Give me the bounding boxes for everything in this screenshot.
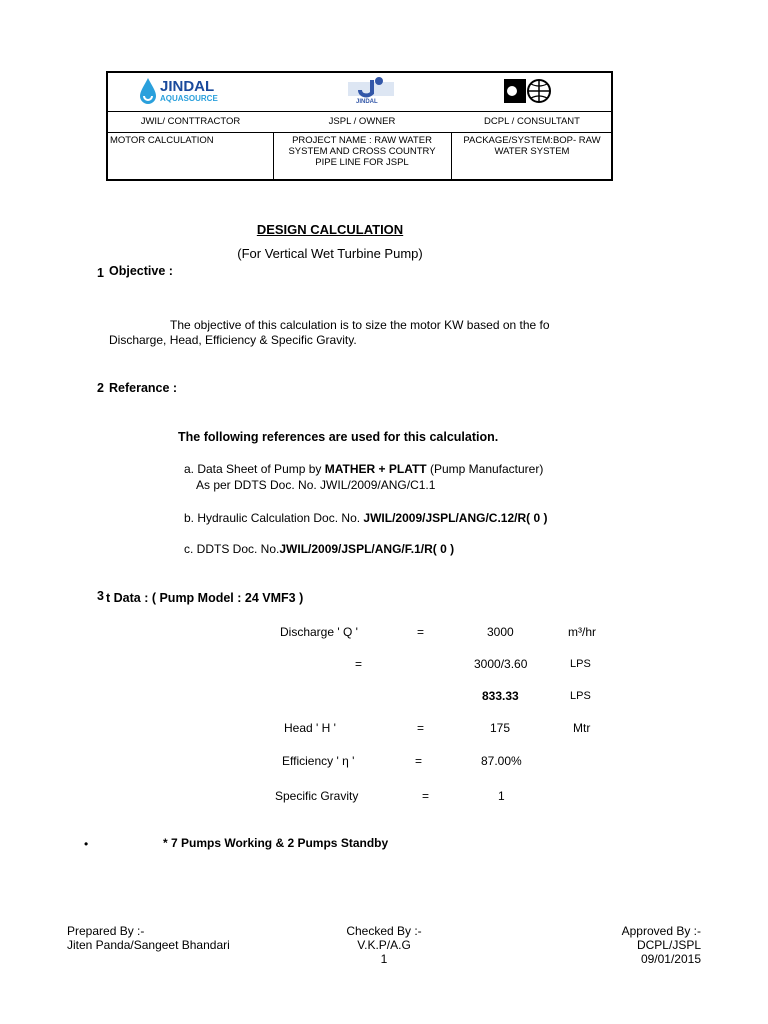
- section-2-title: Referance :: [109, 381, 178, 395]
- project-name-line2: SYSTEM AND CROSS COUNTRY: [288, 146, 436, 157]
- approved-by-block: [580, 924, 701, 966]
- efficiency-equals: =: [415, 754, 423, 768]
- discharge-label: Discharge ' Q ': [280, 625, 358, 639]
- head-label: Head ' H ': [284, 721, 336, 735]
- jindal-emblem-icon: [346, 76, 396, 100]
- specific-gravity-label: Specific Gravity: [275, 789, 359, 803]
- reference-a-line2: As per DDTS Doc. No. JWIL/2009/ANG/C1.1: [196, 478, 436, 492]
- section-1-title: Objective :: [109, 264, 173, 278]
- discharge-equals: =: [417, 625, 425, 639]
- reference-c: [184, 542, 454, 556]
- header-divider-1: [108, 111, 611, 112]
- page-number: 1: [380, 952, 388, 966]
- owner-logo-text: JINDAL: [356, 99, 378, 105]
- reference-a: [184, 462, 543, 476]
- specific-gravity-equals: =: [422, 789, 430, 803]
- discharge-lps-value: 833.33: [482, 689, 519, 703]
- consultant-label: DCPL / CONSULTANT: [484, 116, 580, 127]
- checked-by-block: [330, 924, 438, 966]
- reference-b-docno: JWIL/2009/JSPL/ANG/C.12/R( 0 ): [363, 511, 548, 525]
- header-table: [106, 71, 613, 181]
- approved-by-label: Approved By :-: [621, 924, 701, 938]
- head-equals: =: [417, 721, 425, 735]
- package-line2: WATER SYSTEM: [494, 146, 570, 157]
- approved-date: 09/01/2015: [640, 952, 701, 966]
- discharge-lps-unit: LPS: [570, 690, 591, 702]
- doc-title: DESIGN CALCULATION: [256, 222, 404, 237]
- dcpl-logo: [503, 77, 553, 105]
- package-line1: PACKAGE/SYSTEM:BOP- RAW: [463, 135, 601, 146]
- bullet-icon: •: [84, 837, 89, 851]
- motor-calculation-label: MOTOR CALCULATION: [110, 135, 214, 146]
- prepared-by-block: [67, 924, 230, 952]
- dcpl-emblem-icon: [503, 77, 553, 105]
- checked-by-name: V.K.P/A.G: [357, 938, 411, 952]
- reference-b: [184, 511, 547, 525]
- head-value: 175: [490, 721, 511, 735]
- approved-by-name: DCPL/JSPL: [636, 938, 701, 952]
- objective-line2: Discharge, Head, Efficiency & Specific Gravity.: [109, 333, 357, 347]
- head-unit: Mtr: [573, 721, 591, 735]
- project-name: [273, 135, 451, 168]
- water-drop-icon: [138, 77, 158, 105]
- section-3-title: t Data : ( Pump Model : 24 VMF3 ): [106, 591, 304, 605]
- section-2-number: 2: [97, 381, 104, 395]
- section-1-number: 1: [97, 266, 104, 280]
- reference-c-docno: JWIL/2009/JSPL/ANG/F.1/R( 0 ): [279, 542, 455, 556]
- jindal-logo-text: JINDAL: [160, 78, 215, 95]
- jindal-owner-logo: [346, 76, 396, 108]
- doc-subtitle: (For Vertical Wet Turbine Pump): [237, 246, 423, 261]
- conversion-equals: =: [355, 657, 363, 671]
- prepared-by-label: Prepared By :-: [67, 924, 145, 938]
- section-3-number: 3: [97, 589, 104, 603]
- reference-b-prefix: b. Hydraulic Calculation Doc. No.: [184, 511, 364, 525]
- reference-a-manufacturer: MATHER + PLATT: [324, 462, 427, 476]
- header-divider-2: [108, 132, 611, 133]
- aquasource-logo-text: AQUASOURCE: [160, 94, 218, 103]
- discharge-unit: m³/hr: [568, 625, 596, 639]
- reference-c-prefix: c. DDTS Doc. No.: [184, 542, 280, 556]
- efficiency-value: 87.00%: [481, 754, 522, 768]
- objective-line1: The objective of this calculation is to size the motor KW based on the fo: [170, 318, 550, 332]
- contractor-label: JWIL/ CONTTRACTOR: [140, 116, 241, 127]
- package-system: [451, 135, 613, 157]
- checked-by-label: Checked By :-: [346, 924, 422, 938]
- owner-label: JSPL / OWNER: [328, 116, 396, 127]
- reference-a-prefix: a. Data Sheet of Pump by: [184, 462, 325, 476]
- project-name-line1: PROJECT NAME : RAW WATER: [292, 135, 432, 146]
- jindal-aquasource-logo: [138, 77, 228, 107]
- pumps-note: * 7 Pumps Working & 2 Pumps Standby: [163, 836, 389, 850]
- project-name-line3: PIPE LINE FOR JSPL: [315, 157, 409, 168]
- conversion-value: 3000/3.60: [474, 657, 528, 671]
- discharge-value: 3000: [487, 625, 514, 639]
- specific-gravity-value: 1: [498, 789, 505, 803]
- reference-a-suffix: (Pump Manufacturer): [426, 462, 544, 476]
- prepared-by-name: Jiten Panda/Sangeet Bhandari: [67, 938, 230, 952]
- references-intro: The following references are used for this calculation.: [178, 430, 499, 444]
- conversion-unit: LPS: [570, 658, 591, 670]
- efficiency-label: Efficiency ' η ': [282, 754, 355, 768]
